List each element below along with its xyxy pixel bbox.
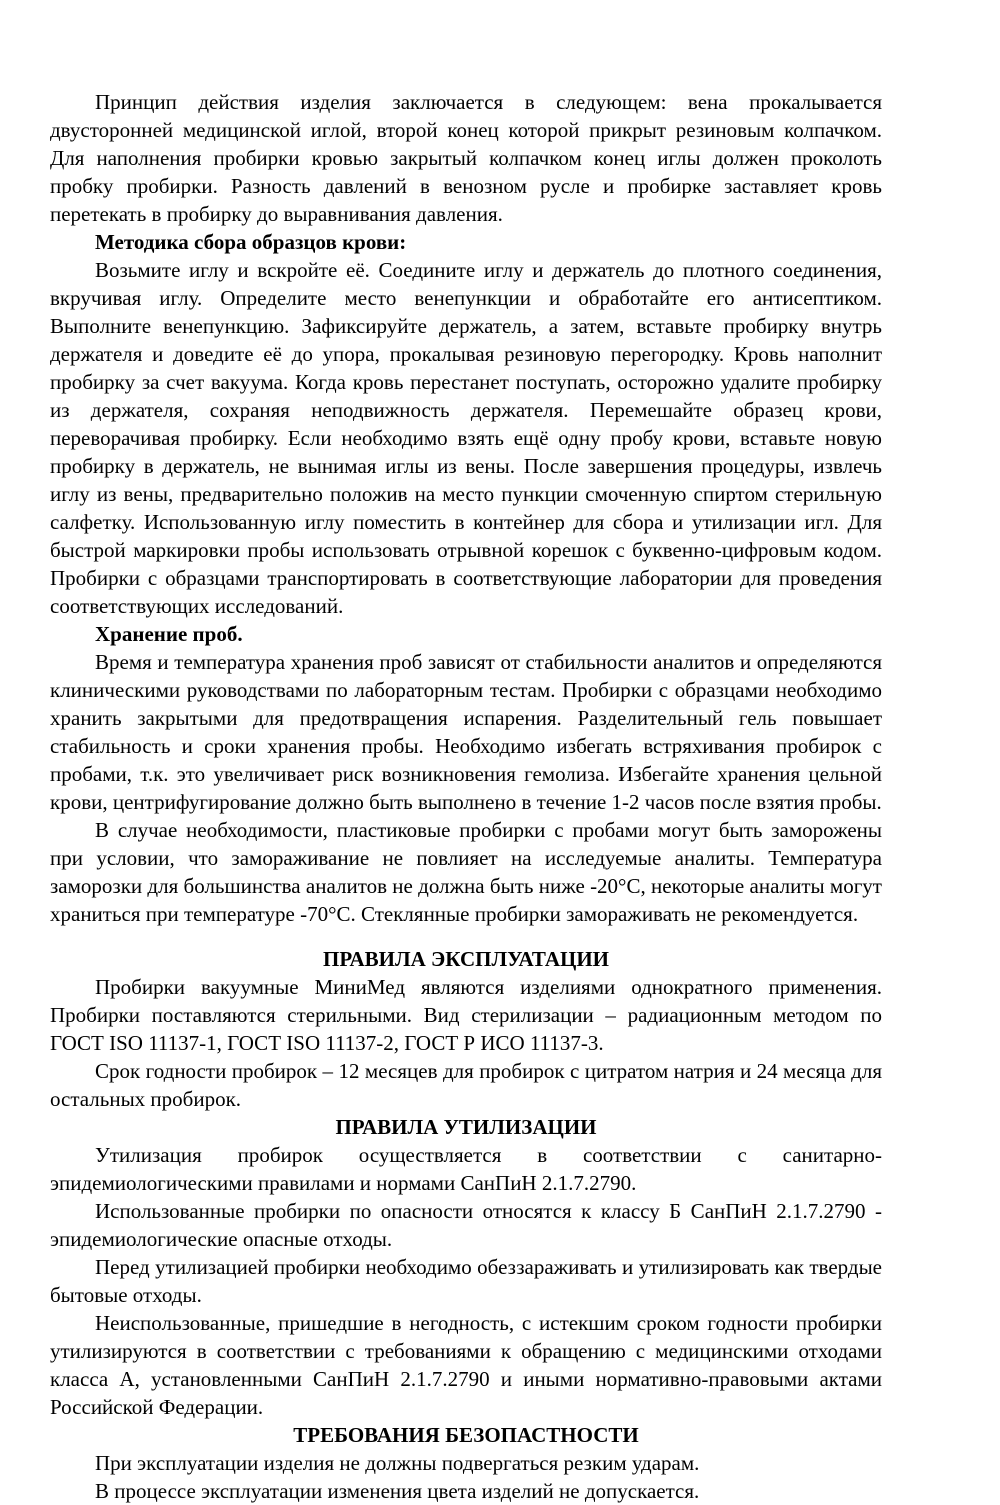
section-heading: Методика сбора образцов крови:: [95, 230, 407, 254]
document-body: [50, 88, 882, 1505]
section-heading: ТРЕБОВАНИЯ БЕЗОПАСТНОСТИ: [293, 1423, 639, 1447]
section-heading: ПРАВИЛА ЭКСПЛУАТАЦИИ: [323, 947, 609, 971]
paragraph: Пробирки вакуумные МиниМед являются изделиями однократного применения. Пробирки поставляются стерильными. Вид стерилизации – радиационным методом по ГОСТ ISO 11137-1, ГОСТ ISO 11137-2, ГОСТ Р ИСО 11137-3.: [50, 975, 882, 1055]
paragraph: Принцип действия изделия заключается в следующем: вена прокалывается двусторонней медицинской иглой, второй конец которой прикрыт резиновым колпачком. Для наполнения пробирки кровью закрытый колпачком конец иглы должен проколоть пробку пробирки. Разность давлений в венозном русле и пробирке заставляет кровь перетекать в пробирку до выравнивания давления.: [50, 90, 882, 226]
paragraph: Время и температура хранения проб зависят от стабильности аналитов и определяются клиническими руководствами по лабораторным тестам. Пробирки с образцами необходимо хранить закрытыми для предотвращения испарения. Разделительный гель повышает стабильность и сроки хранения пробы. Необходимо избегать встряхивания пробирок с пробами, т.к. это увеличивает риск возникновения гемолиза. Избегайте хранения цельной крови, центрифугирование должно быть выполнено в течение 1-2 часов после взятия пробы.: [50, 650, 882, 814]
paragraph: Перед утилизацией пробирки необходимо обеззараживать и утилизировать как твердые бытовые отходы.: [50, 1255, 882, 1307]
paragraph: Возьмите иглу и вскройте её. Соедините иглу и держатель до плотного соединения, вкручивая иглу. Определите место венепункции и обработайте его антисептиком. Выполните венепункцию. Зафиксируйте держатель, а затем, вставьте пробирку внутрь держателя и доведите её до упора, прокалывая резиновую перегородку. Кровь наполнит пробирку за счет вакуума. Когда кровь перестанет поступать, осторожно удалите пробирку из держателя, сохраняя неподвижность держателя. Перемешайте образец крови, переворачивая пробирку. Если необходимо взять ещё одну пробу крови, вставьте новую пробирку в держатель, не вынимая иглы из вены. После завершения процедуры, извлечь иглу из вены, предварительно положив на место пункции смоченную спиртом стерильную салфетку. Использованную иглу поместить в контейнер для сбора и утилизации игл. Для быстрой маркировки пробы использовать отрывной корешок с буквенно-цифровым кодом. Пробирки с образцами транспортировать в соответствующие лаборатории для проведения соответствующих исследований.: [50, 258, 882, 618]
paragraph: Срок годности пробирок – 12 месяцев для пробирок с цитратом натрия и 24 месяца для остальных пробирок.: [50, 1059, 882, 1111]
paragraph: В случае необходимости, пластиковые пробирки с пробами могут быть заморожены при условии, что замораживание не повлияет на исследуемые аналиты. Температура заморозки для большинства аналитов не должна быть ниже -20°С, некоторые аналиты могут храниться при температуре -70°С. Стеклянные пробирки замораживать не рекомендуется.: [50, 818, 882, 926]
paragraph: В процессе эксплуатации изменения цвета изделий не допускается.: [95, 1479, 700, 1503]
paragraph: Неиспользованные, пришедшие в негодность, с истекшим сроком годности пробирки утилизируются в соответствии с требованиями к обращению с медицинскими отходами класса А, установленными СанПиН 2.1.7.2790 и иными нормативно-правовыми актами Российской Федерации.: [50, 1311, 882, 1419]
paragraph: Использованные пробирки по опасности относятся к классу Б СанПиН 2.1.7.2790 - эпидемиологические опасные отходы.: [50, 1199, 882, 1251]
section-heading: Хранение проб.: [95, 622, 243, 646]
paragraph: Утилизация пробирок осуществляется в соответствии с санитарно-эпидемиологическими правилами и нормами СанПиН 2.1.7.2790.: [50, 1143, 882, 1195]
paragraph: При эксплуатации изделия не должны подвергаться резким ударам.: [95, 1451, 700, 1475]
section-heading: ПРАВИЛА УТИЛИЗАЦИИ: [335, 1115, 597, 1139]
